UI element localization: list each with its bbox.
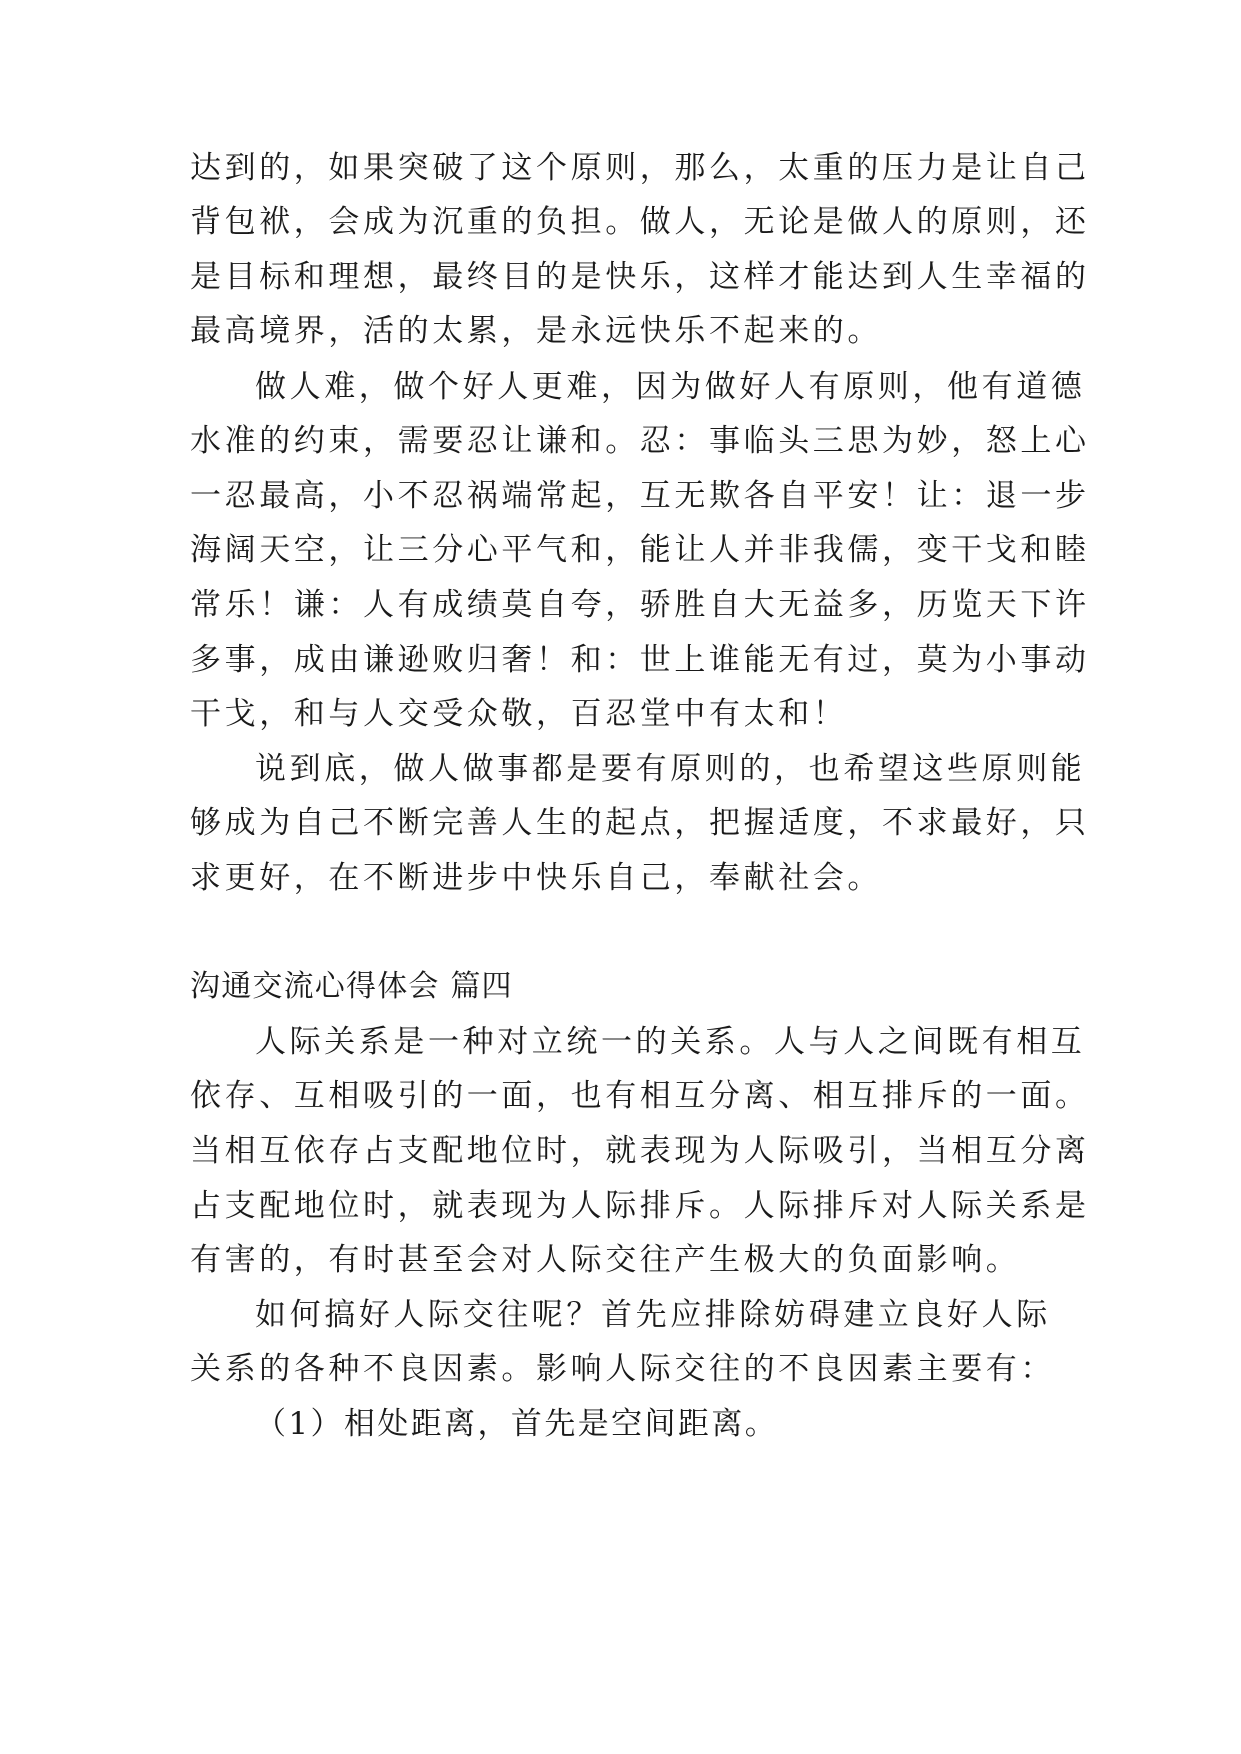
text-line: 依存、互相吸引的一面，也有相互分离、相互排斥的一面。 [190,1078,1090,1114]
text-line: 一忍最高，小不忍祸端常起，互无欺各自平安！让：退一步 [190,478,1090,514]
text-line: 关系的各种不良因素。影响人际交往的不良因素主要有： [190,1351,1055,1387]
section-heading: 沟通交流心得体会 篇四 [190,969,513,1004]
text-line: 如何搞好人际交往呢？首先应排除妨碍建立良好人际 [255,1297,1051,1333]
list-item: （1）相处距离，首先是空间距离。 [255,1406,779,1442]
text-line: 做人难，做个好人更难，因为做好人有原则，他有道德 [255,369,1086,405]
text-line: 占支配地位时，就表现为人际排斥。人际排斥对人际关系是 [190,1188,1090,1224]
text-line: 是目标和理想，最终目的是快乐，这样才能达到人生幸福的 [190,259,1090,295]
text-line: 海阔天空，让三分心平气和，能让人并非我儒，变干戈和睦 [190,532,1090,568]
text-line: 有害的，有时甚至会对人际交往产生极大的负面影响。 [190,1242,1021,1278]
text-line: 干戈，和与人交受众敬，百忍堂中有太和！ [190,696,848,732]
text-line: 常乐！谦：人有成绩莫自夸，骄胜自大无益多，历览天下许 [190,587,1090,623]
text-line: 背包袱，会成为沉重的负担。做人，无论是做人的原则，还 [190,204,1090,240]
text-line: 达到的，如果突破了这个原则，那么，太重的压力是让自己 [190,150,1090,186]
text-line: 求更好，在不断进步中快乐自己，奉献社会。 [190,860,882,896]
text-line: 人际关系是一种对立统一的关系。人与人之间既有相互 [255,1024,1086,1060]
text-line: 多事，成由谦逊败归奢！和：世上谁能无有过，莫为小事动 [190,642,1090,678]
text-line: 当相互依存占支配地位时，就表现为人际吸引，当相互分离 [190,1133,1090,1169]
text-line: 说到底，做人做事都是要有原则的，也希望这些原则能 [255,751,1086,787]
text-line: 够成为自己不断完善人生的起点，把握适度，不求最好，只 [190,805,1090,841]
text-line: 水准的约束，需要忍让谦和。忍：事临头三思为妙，怒上心 [190,423,1090,459]
text-line: 最高境界，活的太累，是永远快乐不起来的。 [190,313,882,349]
